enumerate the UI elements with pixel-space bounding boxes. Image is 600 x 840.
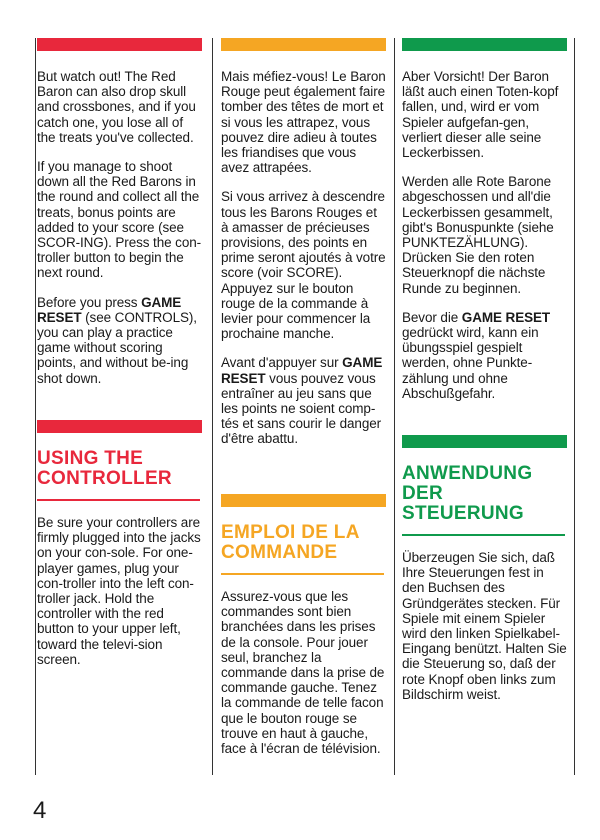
orange-section-bar	[221, 494, 386, 507]
paragraph: Assurez-vous que les commandes sont bien branchées dans les prises de la console. Pour jouer seul, branchez la commande dans la prise de commande gauche. Tenez la commande de telle facon que le bouton rouge se trouve en haut à gauche, face à l'écran de télévision.	[221, 589, 385, 757]
orange-top-bar	[221, 38, 386, 51]
red-section-bar	[37, 420, 202, 433]
paragraph: If you manage to shoot down all the Red Barons in the round and collect all the treats, bonus points are added to your score (see SCOR-ING). Press the con-troller button to begin the next round.	[37, 159, 202, 281]
french-column	[221, 38, 386, 757]
paragraph: But watch out! The Red Baron can also drop skull and crossbones, and if you catch one, you lose all of the treats you've collected.	[37, 69, 196, 145]
paragraph: Si vous arrivez à descendre tous les Barons Rouges et à amasser de précieuses provisions, des points en prime seront ajoutés à votre score (voir SCORE). Appuyez sur le bouton rouge de la commande à levier pour commencer la prochaine manche.	[221, 189, 386, 342]
page-number: 4	[33, 797, 47, 824]
paragraph: Before you press GAME RESET (see CONTROLS), you can play a practice game without scoring points, and without be-ing shot down.	[37, 294, 197, 386]
game-reset-label: GAME RESET	[461, 309, 551, 325]
paragraph: Avant d'appuyer sur GAME RESET vous pouvez vous entraîner au jeu sans que les points ne soient comp-tés et sans courir le danger d'être abattu.	[221, 355, 383, 447]
game-reset-label: GAME RESET	[221, 355, 383, 386]
paragraph: Überzeugen Sie sich, daß Ihre Steuerungen fest in den Buchsen des Gründgerätes stecken. Für Spiele mit einem Spieler wird den linken Spielkabel-Eingang benützt. Halten Sie die Steuerung so, daß der rote Knopf oben links zum Bildschirm weist.	[402, 550, 567, 702]
column-divider	[394, 38, 395, 775]
paragraph: Aber Vorsicht! Der Baron läßt auch einen Toten-kopf fallen, und, wird er vom Spieler aufgefan-gen, verliert dieser alle seine Leckerbissen.	[402, 69, 559, 161]
paragraph: Werden alle Rote Barone abgeschossen und all'die Leckerbissen gesammelt, gibt's Bonuspunkte (siehe PUNKTEZÄHLUNG). Drücken Sie den roten Steuerknopf die nächste Runde zu beginnen.	[402, 174, 554, 296]
green-top-bar	[402, 38, 567, 51]
section-heading: USING THE CONTROLLER	[37, 448, 172, 489]
column-divider	[574, 38, 575, 775]
column-divider	[35, 38, 36, 775]
column-divider	[212, 38, 213, 775]
section-heading: EMPLOI DE LA COMMANDE	[221, 522, 360, 563]
green-section-bar	[402, 435, 567, 448]
section-anwendung-steuerung	[402, 435, 567, 716]
paragraph: Mais méfiez-vous! Le Baron Rouge peut également faire tomber des têtes de mort et si vous les attrapez, vous pouvez dire adieu à toutes les friandises que vous avez attrapées.	[221, 69, 386, 176]
paragraph: Bevor die GAME RESET gedrückt wird, kann ein übungsspiel gespielt werden, ohne Punkte-zählung und ohne Abschußgefahr.	[402, 309, 551, 401]
section-emploi-commande	[221, 494, 386, 770]
english-column	[37, 38, 202, 667]
paragraph: Be sure your controllers are firmly plugged into the jacks on your con-sole. For one-player games, plug your con-troller into the left con-troller jack. Hold the controller with the red button to your upper left, toward the televi-sion screen.	[37, 515, 201, 667]
section-heading: ANWENDUNG DER STEUERUNG	[402, 463, 533, 524]
german-column	[402, 38, 567, 702]
red-top-bar	[37, 38, 202, 51]
heading-rule	[37, 499, 200, 501]
section-using-controller	[37, 420, 202, 681]
game-reset-label: GAME RESET	[37, 294, 182, 325]
heading-rule	[402, 534, 565, 536]
heading-rule	[221, 573, 384, 575]
